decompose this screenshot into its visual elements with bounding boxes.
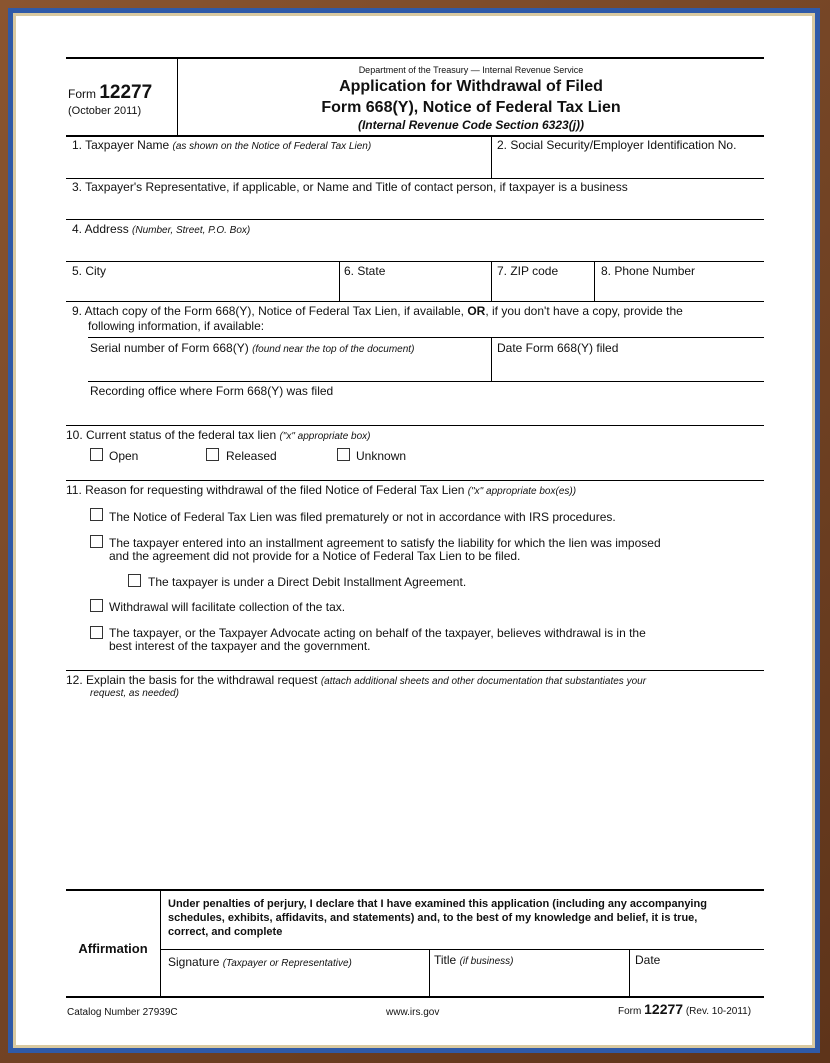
date-filed-field[interactable]: Date Form 668(Y) filed — [497, 341, 619, 355]
ssn-ein-field[interactable]: 2. Social Security/Employer Identification No. — [497, 138, 737, 152]
representative-field[interactable]: 3. Taxpayer's Representative, if applicable, or Name and Title of contact person, if taxpayer is a business — [72, 180, 628, 194]
recording-office-field[interactable]: Recording office where Form 668(Y) was filed — [90, 384, 334, 398]
reason-installment-label-line1: The taxpayer entered into an installment agreement to satisfy the liability for which the lien was imposed — [109, 536, 661, 550]
zip-divider — [594, 261, 595, 301]
title-field[interactable]: Title (if business) — [434, 953, 514, 967]
state-divider — [491, 261, 492, 301]
section11-label: 11. Reason for requesting withdrawal of the filed Notice of Federal Tax Lien ("x" appropriate box(es)) — [66, 483, 577, 497]
form-id: Form 12277 — [68, 82, 153, 103]
affirmation-text-line1: Under penalties of perjury, I declare that I have examined this application (including any accompanying — [168, 898, 707, 910]
section9-instruction-line2: following information, if available: — [88, 319, 265, 333]
affirmation-divider — [160, 891, 161, 997]
section12-hint-line2: request, as needed) — [90, 688, 179, 699]
reason-best-interest-label-line2: best interest of the taxpayer and the government. — [109, 639, 371, 653]
status-unknown-label: Unknown — [356, 449, 407, 463]
title-divider — [629, 949, 630, 997]
reason-best-interest-checkbox[interactable] — [90, 626, 103, 639]
reason-direct-debit-checkbox[interactable] — [128, 574, 141, 587]
taxpayer-name-field[interactable]: 1. Taxpayer Name (as shown on the Notice of Federal Tax Lien) — [72, 138, 372, 152]
reason-installment-label-line2: and the agreement did not provide for a Notice of Federal Tax Lien to be filed. — [109, 549, 521, 563]
city-field[interactable]: 5. City — [72, 264, 107, 278]
city-divider — [339, 261, 340, 301]
section11-rule — [66, 670, 764, 671]
section9-bottom-rule — [66, 425, 764, 426]
affirmation-mid-rule — [160, 949, 764, 950]
affirmation-title: Affirmation — [78, 941, 148, 956]
phone-field[interactable]: 8. Phone Number — [601, 264, 696, 278]
header-bottom-rule — [66, 135, 764, 137]
signature-field[interactable]: Signature (Taxpayer or Representative) — [168, 955, 352, 969]
section10-rule — [66, 480, 764, 481]
row3-rule — [66, 219, 764, 220]
status-released-checkbox[interactable] — [206, 448, 219, 461]
date-field[interactable]: Date — [635, 953, 661, 967]
reason-best-interest-label-line1: The taxpayer, or the Taxpayer Advocate acting on behalf of the taxpayer, believes withdrawal is in the — [109, 626, 646, 640]
section9-instruction: 9. Attach copy of the Form 668(Y), Notice of Federal Tax Lien, if available, OR, if you don't have a copy, provide the — [72, 304, 683, 318]
reason-premature-checkbox[interactable] — [90, 508, 103, 521]
address-field[interactable]: 4. Address (Number, Street, P.O. Box) — [72, 222, 251, 236]
footer-form-id: Form 12277 (Rev. 10-2011) — [618, 1001, 752, 1017]
reason-direct-debit-label: The taxpayer is under a Direct Debit Installment Agreement. — [148, 575, 467, 589]
serial-rule — [88, 381, 764, 382]
signature-divider — [429, 949, 430, 997]
row5-rule — [66, 301, 764, 302]
status-open-label: Open — [109, 449, 139, 463]
catalog-number: Catalog Number 27939C — [67, 1007, 178, 1018]
status-open-checkbox[interactable] — [90, 448, 103, 461]
serial-divider — [491, 337, 492, 381]
form-title-line2: Form 668(Y), Notice of Federal Tax Lien — [321, 99, 621, 116]
status-released-label: Released — [226, 449, 277, 463]
department-line: Department of the Treasury — Internal Revenue Service — [358, 65, 584, 75]
affirmation-text-line2: schedules, exhibits, affidavits, and statements) and, to the best of my knowledge and belief, it is true, — [168, 912, 698, 924]
row1-rule — [66, 178, 764, 179]
form-date: (October 2011) — [68, 105, 142, 117]
affirmation-text-line3: correct, and complete — [168, 926, 283, 938]
reason-facilitate-checkbox[interactable] — [90, 599, 103, 612]
section12-label: 12. Explain the basis for the withdrawal request (attach additional sheets and other documentation that substantiates your — [66, 673, 647, 687]
section9-top-rule — [88, 337, 764, 338]
explanation-area[interactable] — [66, 706, 764, 886]
row4-rule — [66, 261, 764, 262]
serial-number-field[interactable]: Serial number of Form 668(Y) (found near the top of the document) — [90, 341, 415, 355]
irs-website-link[interactable]: www.irs.gov — [386, 1007, 440, 1018]
reason-facilitate-label: Withdrawal will facilitate collection of the tax. — [109, 600, 346, 614]
affirmation-bottom-rule — [66, 996, 764, 998]
state-field[interactable]: 6. State — [344, 264, 386, 278]
zip-field[interactable]: 7. ZIP code — [497, 264, 559, 278]
header-top-rule — [66, 57, 764, 59]
section10-label: 10. Current status of the federal tax lien ("x" appropriate box) — [66, 428, 371, 442]
status-unknown-checkbox[interactable] — [337, 448, 350, 461]
form-page — [16, 16, 812, 1045]
form-title-line1: Application for Withdrawal of Filed — [339, 78, 603, 95]
reason-premature-label: The Notice of Federal Tax Lien was filed prematurely or not in accordance with IRS procedures. — [109, 510, 616, 524]
row1-divider — [491, 137, 492, 178]
code-section: (Internal Revenue Code Section 6323(j)) — [357, 118, 585, 132]
affirmation-top-rule — [66, 889, 764, 891]
reason-installment-checkbox[interactable] — [90, 535, 103, 548]
